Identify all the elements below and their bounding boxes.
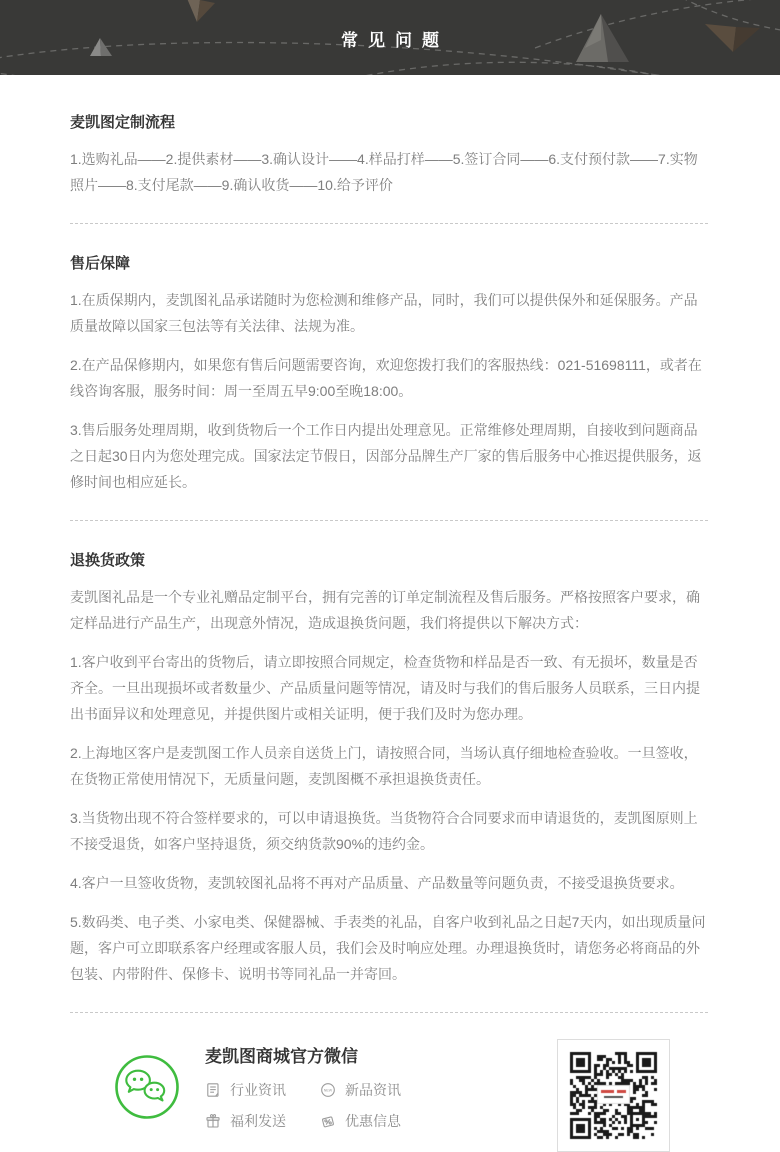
- paragraph: 5.数码类、电子类、小家电类、保健器械、手表类的礼品，自客户收到礼品之日起7天内，如出现质量问题，客户可立即联系客户经理或客服人员，我们会及时响应处理。办理退换货时，请您务必将商品的外包装、内带附件、保修卡、说明书等同礼品一并寄回。: [70, 914, 706, 982]
- paragraph: 3.售后服务处理周期，收到货物后一个工作日内提出处理意见。正常维修处理周期，自接收到问题商品之日起30日内为您处理完成。国家法定节假日，因部分品牌生产厂家的售后服务中心推迟提供服务，返修时间也相应延长。: [70, 422, 702, 490]
- faq-content: [0, 113, 780, 1013]
- new-products-icon: [320, 1082, 336, 1098]
- paragraph: 2.在产品保修期内，如果您有售后问题需要咨询，欢迎您拨打我们的客服热线：021-51698111，或者在线咨询客服，服务时间：周一至周五早9:00至晚18:00。: [70, 357, 702, 399]
- new-badge-text: NEW: [323, 1088, 333, 1093]
- paragraph: 麦凯图礼品是一个专业礼赠品定制平台，拥有完善的订单定制流程及售后服务。严格按照客户要求，确定样品进行产品生产，出现意外情况，造成退换货问题，我们将提供以下解决方式：: [70, 589, 700, 631]
- dashed-arc: [345, 62, 715, 75]
- page-title: 常见问题: [341, 31, 449, 50]
- feature-gift-benefits: [205, 1111, 286, 1131]
- wechat-info: [205, 1039, 557, 1131]
- qr-code-canvas: [566, 1048, 661, 1143]
- paragraph: 3.当货物出现不符合签样要求的，可以申请退换货。当货物符合合同要求而申请退货的，麦凯图原则上不接受退货，如客户坚持退货，须交纳货款90%的违约金。: [70, 810, 698, 852]
- paragraph: 2.上海地区客户是麦凯图工作人员亲自送货上门，请按照合同，当场认真仔细地检查验收。一旦签收，在货物正常使用情况下，无质量问题，麦凯图概不承担退换货责任。: [70, 745, 698, 787]
- paragraph: 4.客户一旦签收货物，麦凯较图礼品将不再对产品质量、产品数量等问题负责，不接受退换货要求。: [70, 875, 684, 891]
- feature-label: 优惠信息: [345, 1113, 401, 1129]
- wechat-account-title: 麦凯图商城官方微信: [205, 1047, 358, 1066]
- wechat-footer: [0, 1039, 780, 1152]
- feature-label: 福利发送: [230, 1113, 286, 1129]
- feature-industry-news: [205, 1080, 286, 1100]
- dashed-divider: [70, 520, 708, 521]
- wechat-feature-list: [205, 1080, 557, 1131]
- industry-news-icon: [205, 1082, 221, 1098]
- gift-benefits-icon: [205, 1113, 221, 1129]
- feature-new-products: [320, 1080, 401, 1100]
- section-title: 退换货政策: [70, 552, 146, 569]
- coupon-info-icon: [320, 1113, 336, 1129]
- section-title: 麦凯图定制流程: [70, 114, 176, 131]
- dashed-divider: [70, 223, 708, 224]
- decor-triangle: [197, 0, 215, 22]
- section-after-sales: [70, 254, 708, 495]
- page-header-banner: [0, 0, 780, 75]
- qr-code: [557, 1039, 670, 1152]
- wechat-icon: [113, 1053, 181, 1121]
- dashed-divider: [70, 1012, 708, 1013]
- section-title: 售后保障: [70, 255, 131, 272]
- paragraph: 1.在质保期内，麦凯图礼品承诺随时为您检测和维修产品，同时，我们可以提供保外和延保服务。产品质量故障以国家三包法等有关法律、法规为准。: [70, 292, 698, 334]
- paragraph: 1.选购礼品——2.提供素材——3.确认设计——4.样品打样——5.签订合同——6.支付预付款——7.实物照片——8.支付尾款——9.确认收货——10.给予评价: [70, 151, 698, 193]
- section-return-policy: [70, 551, 708, 987]
- feature-coupon-info: [320, 1111, 401, 1131]
- section-custom-process: [70, 113, 708, 198]
- feature-label: 新品资讯: [345, 1082, 401, 1098]
- feature-label: 行业资讯: [230, 1082, 286, 1098]
- dashed-arc: [0, 72, 245, 75]
- paragraph: 1.客户收到平台寄出的货物后，请立即按照合同规定，检查货物和样品是否一致、有无损坏，数量是否齐全。一旦出现损坏或者数量少、产品质量问题等情况，请及时与我们的售后服务人员联系，三日内提出书面异议和处理意见，并提供图片或相关证明，便于我们及时为您办理。: [70, 654, 700, 722]
